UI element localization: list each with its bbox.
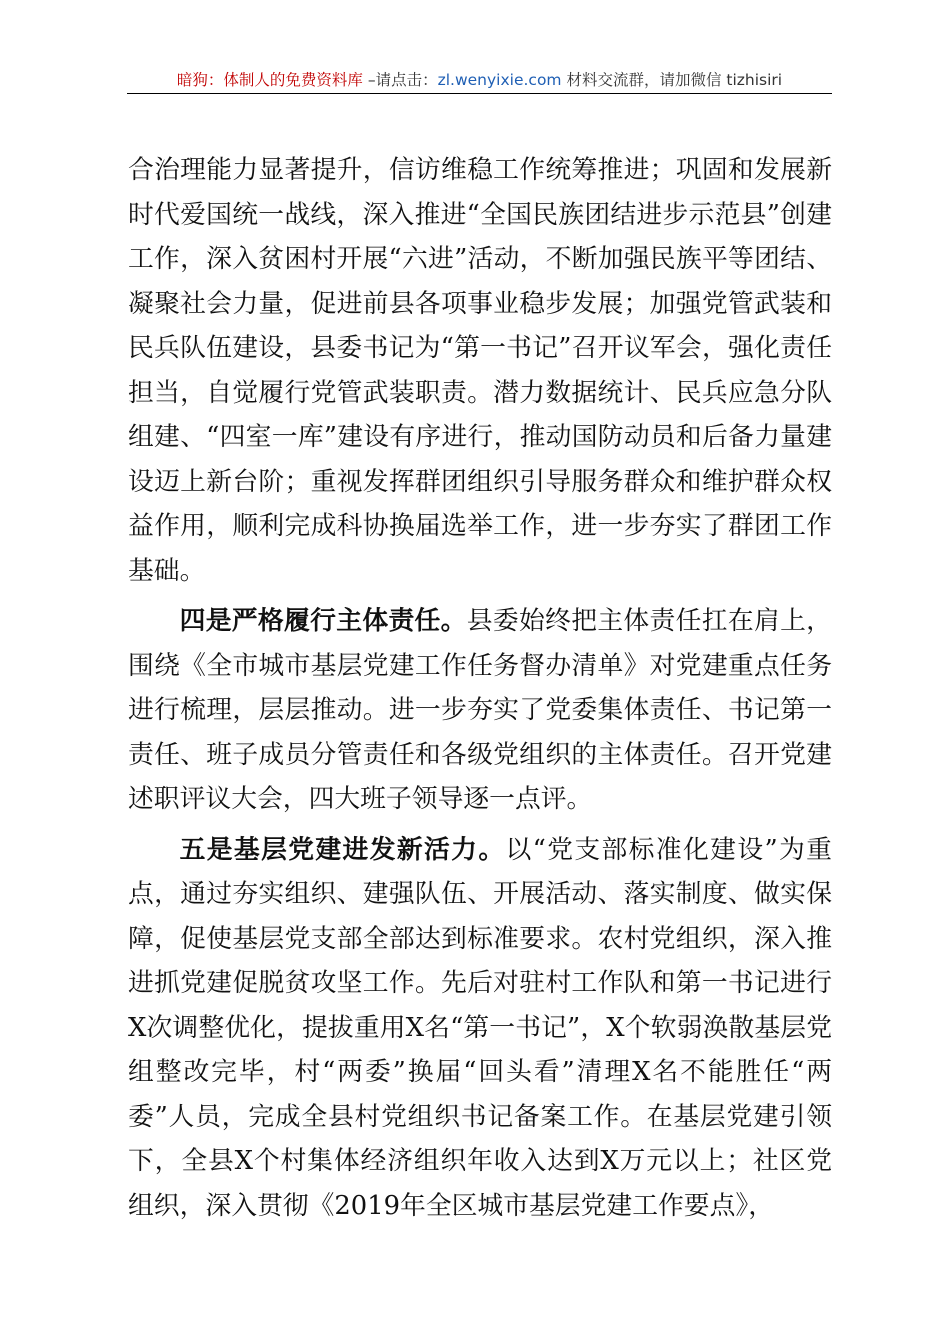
header-url-link[interactable]: zl.wenyixie.com (437, 71, 562, 89)
header-link-prefix: –请点击： (362, 71, 438, 89)
paragraph-text: 合治理能力显著提升，信访维稳工作统筹推进；巩固和发展新时代爱国统一战线，深入推进“全国民族团结进步示范县”创建工作，深入贫困村开展“六进”活动，不断加强民族平等团结、凝聚社会力量，促进前县各项事业稳步发展；加强党管武装和民兵队伍建设，县委书记为“第一书记”召开议军会，强化责任担当，自觉履行党管武装职责。潜力数据统计、民兵应急分队组建、“四室一库”建设有序进行，推动国防动员和后备力量建设迈上新台阶；重视发挥群团组织引导服务群众和维护群众权益作用，顺利完成科协换届选举工作，进一步夯实了群团工作基础。 (128, 155, 832, 586)
paragraph-text: 县委始终把主体责任扛在肩上，围绕《全市城市基层党建工作任务督办清单》对党建重点任务进行梳理，层层推动。进一步夯实了党委集体责任、书记第一责任、班子成员分管责任和各级党组织的主体责任。召开党建述职评议大会，四大班子领导逐一点评。 (128, 606, 832, 814)
header-divider (127, 93, 832, 94)
header-site-label: 暗狗：体制人的免费资料库 (176, 71, 363, 89)
header-contact: 材料交流群，请加微信 tizhisiri (561, 71, 783, 89)
paragraph-section-five (128, 828, 832, 1229)
paragraph-lead-heading: 五是基层党建进发新活力。 (179, 834, 506, 865)
document-body (128, 148, 832, 1228)
paragraph-lead-heading: 四是严格履行主体责任。 (179, 606, 467, 636)
paragraph-continued (128, 148, 832, 593)
paragraph-section-four (128, 599, 832, 822)
paragraph-text: 以“党支部标准化建设”为重点，通过夯实组织、建强队伍、开展活动、落实制度、做实保障，促使基层党支部全部达到标准要求。农村党组织，深入推进抓党建促脱贫攻坚工作。先后对驻村工作队和第一书记进行X次调整优化，提拔重用X名“第一书记”，X个软弱涣散基层党组整改完毕，村“两委”换届“回头看”清理X名不能胜任“两委”人员，完成全县村党组织书记备案工作。在基层党建引领下，全县X个村集体经济组织年收入达到X万元以上；社区党组织，深入贯彻《2019年全区城市基层党建工作要点》， (128, 834, 832, 1221)
page-header (127, 66, 832, 94)
